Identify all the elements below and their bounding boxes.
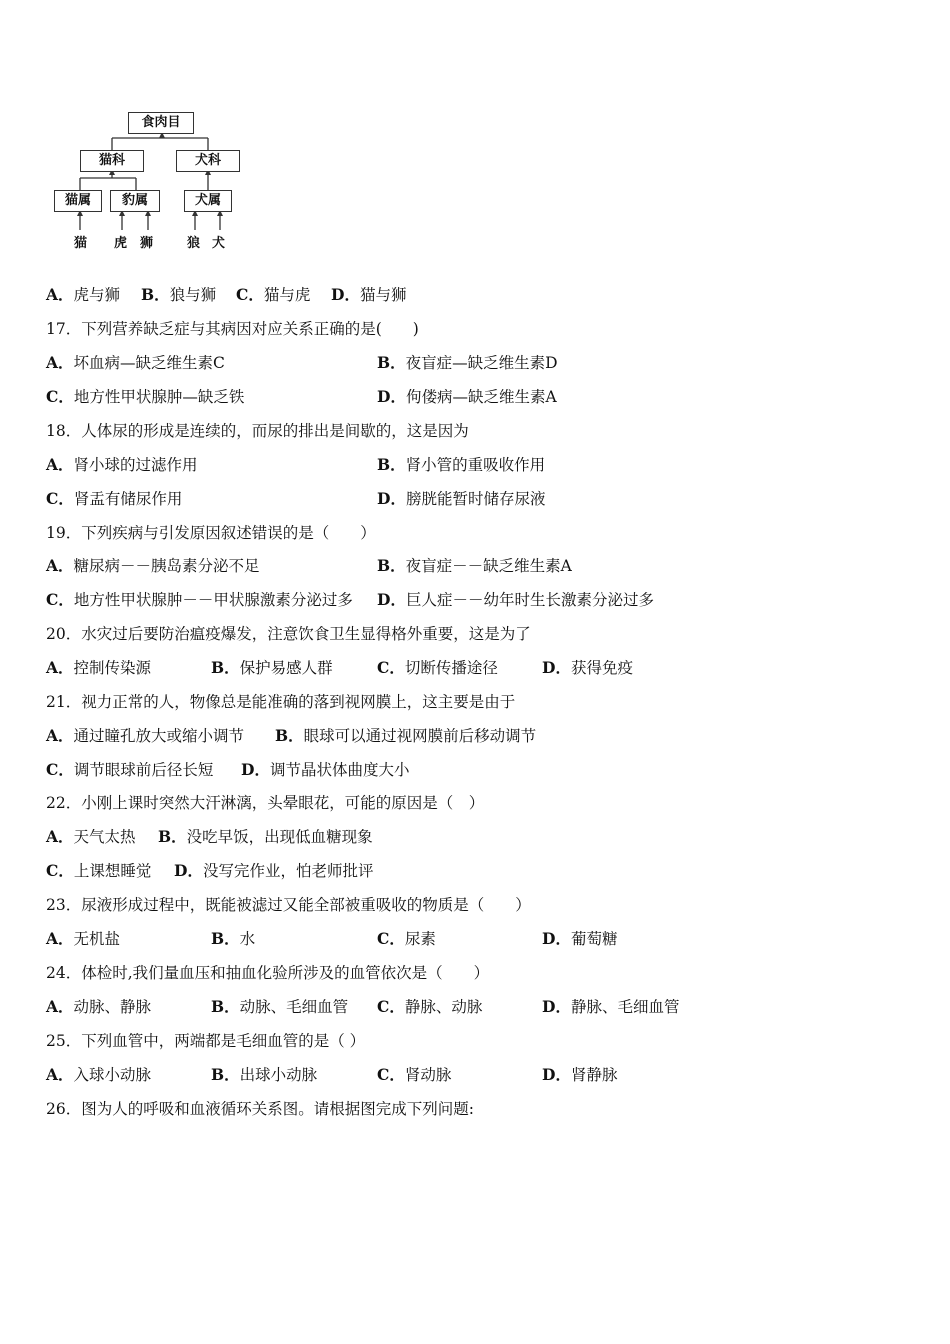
q22-option-a[interactable]: A．天气太热 xyxy=(46,827,136,846)
q17-option-c[interactable]: C．地方性甲状腺肿—缺乏铁 xyxy=(46,387,245,406)
diagram-species-tiger: 虎 xyxy=(114,236,128,251)
q22-option-c[interactable]: C．上课想睡觉 xyxy=(46,861,152,880)
q17-option-a[interactable]: A．坏血病—缺乏维生素C xyxy=(46,353,225,372)
q17-stem: 17．下列营养缺乏症与其病因对应关系正确的是( ) xyxy=(46,320,419,338)
q20-option-b[interactable]: B．保护易感人群 xyxy=(211,658,333,677)
q24-option-b[interactable]: B．动脉、毛细血管 xyxy=(211,997,349,1016)
q25-option-b[interactable]: B．出球小动脉 xyxy=(211,1065,318,1084)
q19-option-b[interactable]: B．夜盲症－－缺乏维生素A xyxy=(377,556,572,575)
q19-option-c[interactable]: C．地方性甲状腺肿－－甲状腺激素分泌过多 xyxy=(46,590,353,609)
q18-stem: 18．人体尿的形成是连续的，而尿的排出是间歇的，这是因为 xyxy=(46,422,469,440)
q24-option-c[interactable]: C．静脉、动脉 xyxy=(377,997,483,1016)
q23-option-c[interactable]: C．尿素 xyxy=(377,929,436,948)
q22-option-d[interactable]: D．没写完作业，怕老师批评 xyxy=(174,861,374,880)
q16-option-c[interactable]: C．猫与虎 xyxy=(236,285,311,304)
diagram-species-dog: 犬 xyxy=(212,236,226,251)
q17-option-b[interactable]: B．夜盲症—缺乏维生素D xyxy=(377,353,558,372)
q26-stem: 26．图为人的呼吸和血液循环关系图。请根据图完成下列问题: xyxy=(46,1100,474,1118)
q16-option-a[interactable]: A．虎与狮 xyxy=(46,285,121,304)
q25-option-d[interactable]: D．肾静脉 xyxy=(542,1065,618,1084)
q18-option-a[interactable]: A．肾小球的过滤作用 xyxy=(46,455,198,474)
q18-option-d[interactable]: D．膀胱能暂时储存尿液 xyxy=(377,489,546,508)
q25-option-c[interactable]: C．肾动脉 xyxy=(377,1065,452,1084)
q25-stem: 25．下列血管中，两端都是毛细血管的是（ ） xyxy=(46,1032,366,1050)
q24-option-a[interactable]: A．动脉、静脉 xyxy=(46,997,152,1016)
q21-stem: 21．视力正常的人，物像总是能准确的落到视网膜上，这主要是由于 xyxy=(46,693,516,711)
q18-option-b[interactable]: B．肾小管的重吸收作用 xyxy=(377,455,546,474)
diagram-family-canidae: 犬科 xyxy=(176,150,240,172)
q24-stem: 24．体检时,我们量血压和抽血化验所涉及的血管依次是（ ） xyxy=(46,964,490,982)
diagram-species-wolf: 狼 xyxy=(187,236,201,251)
q25-option-a[interactable]: A．入球小动脉 xyxy=(46,1065,152,1084)
diagram-species-lion: 狮 xyxy=(140,236,154,251)
diagram-root-order: 食肉目 xyxy=(128,112,194,134)
diagram-genus-panthera: 豹属 xyxy=(110,190,160,212)
diagram-species-cat: 猫 xyxy=(74,236,88,251)
q19-option-d[interactable]: D．巨人症－－幼年时生长激素分泌过多 xyxy=(377,590,654,609)
q20-option-d[interactable]: D．获得免疫 xyxy=(542,658,633,677)
q23-option-a[interactable]: A．无机盐 xyxy=(46,929,121,948)
q18-option-c[interactable]: C．肾盂有储尿作用 xyxy=(46,489,183,508)
taxonomy-diagram xyxy=(50,108,250,253)
q22-option-b[interactable]: B．没吃早饭，出现低血糖现象 xyxy=(158,827,373,846)
q23-stem: 23．尿液形成过程中，既能被滤过又能全部被重吸收的物质是（ ） xyxy=(46,896,531,914)
q19-stem: 19．下列疾病与引发原因叙述错误的是（ ） xyxy=(46,524,376,542)
q23-option-d[interactable]: D．葡萄糖 xyxy=(542,929,618,948)
q16-option-b[interactable]: B．狼与狮 xyxy=(141,285,217,304)
diagram-family-felidae: 猫科 xyxy=(80,150,144,172)
q17-option-d[interactable]: D．佝偻病—缺乏维生素A xyxy=(377,387,557,406)
diagram-genus-felis: 猫属 xyxy=(54,190,102,212)
q23-option-b[interactable]: B．水 xyxy=(211,929,256,948)
q19-option-a[interactable]: A．糖尿病－－胰岛素分泌不足 xyxy=(46,556,260,575)
q21-option-c[interactable]: C．调节眼球前后径长短 xyxy=(46,760,214,779)
q20-option-a[interactable]: A．控制传染源 xyxy=(46,658,152,677)
q21-option-b[interactable]: B．眼球可以通过视网膜前后移动调节 xyxy=(275,726,537,745)
diagram-genus-canis: 犬属 xyxy=(184,190,232,212)
q24-option-d[interactable]: D．静脉、毛细血管 xyxy=(542,997,680,1016)
q21-option-d[interactable]: D．调节晶状体曲度大小 xyxy=(241,760,410,779)
q20-option-c[interactable]: C．切断传播途径 xyxy=(377,658,498,677)
q16-option-d[interactable]: D．猫与狮 xyxy=(331,285,407,304)
q20-stem: 20．水灾过后要防治瘟疫爆发，注意饮食卫生显得格外重要，这是为了 xyxy=(46,625,531,643)
q21-option-a[interactable]: A．通过瞳孔放大或缩小调节 xyxy=(46,726,245,745)
q22-stem: 22．小刚上课时突然大汗淋漓，头晕眼花，可能的原因是（ ） xyxy=(46,794,485,812)
